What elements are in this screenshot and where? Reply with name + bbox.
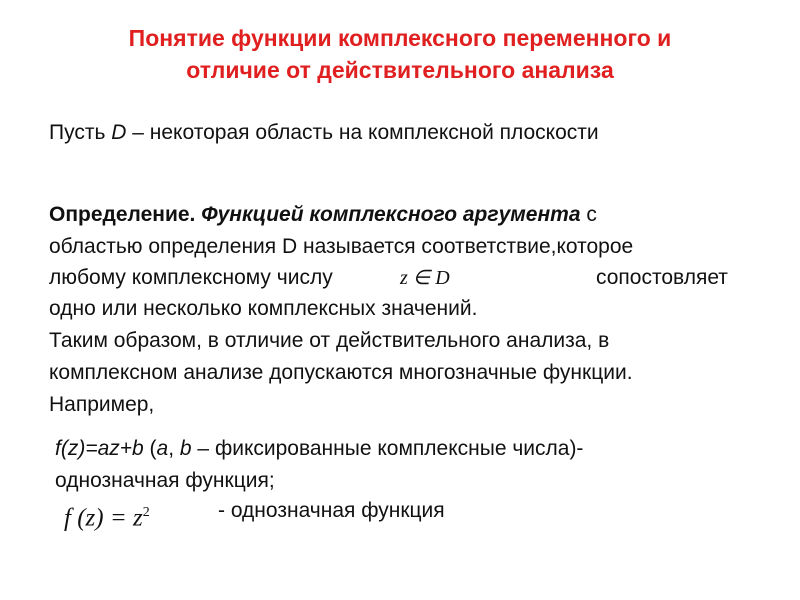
intro-line [49, 118, 599, 148]
definition-term-emph: Функцией комплексного аргумента [201, 203, 581, 226]
example-2-desc: - однозначная функция [218, 499, 445, 522]
formula-f-z-lhs: f (z) = z [64, 504, 143, 532]
example-1-b: b [179, 437, 192, 460]
definition-line-7: Например, [49, 393, 155, 416]
formula-z-in-d: z ∈ D [400, 267, 450, 289]
formula-exponent: 2 [142, 505, 150, 520]
intro-pre: Пусть [49, 121, 112, 144]
slide-title [60, 22, 740, 86]
example-1-comma: , [168, 437, 180, 460]
example-1-line-2: однозначная функция; [55, 469, 275, 492]
definition-line-3: любому комплексному числу [49, 266, 333, 289]
definition-line-2: областью определения D называется соответствие,которое [49, 235, 634, 258]
definition-line-6: комплексном анализе допускаются многозначные функции. [49, 361, 633, 384]
definition-line-1 [49, 200, 597, 230]
intro-var-d: D [111, 121, 127, 144]
example-1-rest: – фиксированные комплексные числа)- [191, 437, 584, 460]
definition-line-3-post: сопостовляет [596, 266, 728, 289]
definition-line-5: Таким образом, в отличие от действительного анализа, в [49, 329, 610, 352]
definition-term: Определение. [49, 203, 196, 226]
title-line-1: Понятие функции комплексного переменного и [128, 25, 672, 51]
formula-f-z-squared [64, 496, 150, 535]
definition-line1-tail: с [580, 203, 597, 226]
definition-line-4: одно или несколько комплексных значений. [49, 297, 478, 320]
example-1-formula: f(z)=az+b [55, 437, 144, 460]
example-1-a: a [156, 437, 169, 460]
example-1-line-1 [55, 434, 583, 464]
title-line-2: отличие от действительного анализа [186, 57, 614, 83]
example-1-open: ( [143, 437, 157, 460]
intro-post: – некоторая область на комплексной плоскости [126, 121, 599, 144]
